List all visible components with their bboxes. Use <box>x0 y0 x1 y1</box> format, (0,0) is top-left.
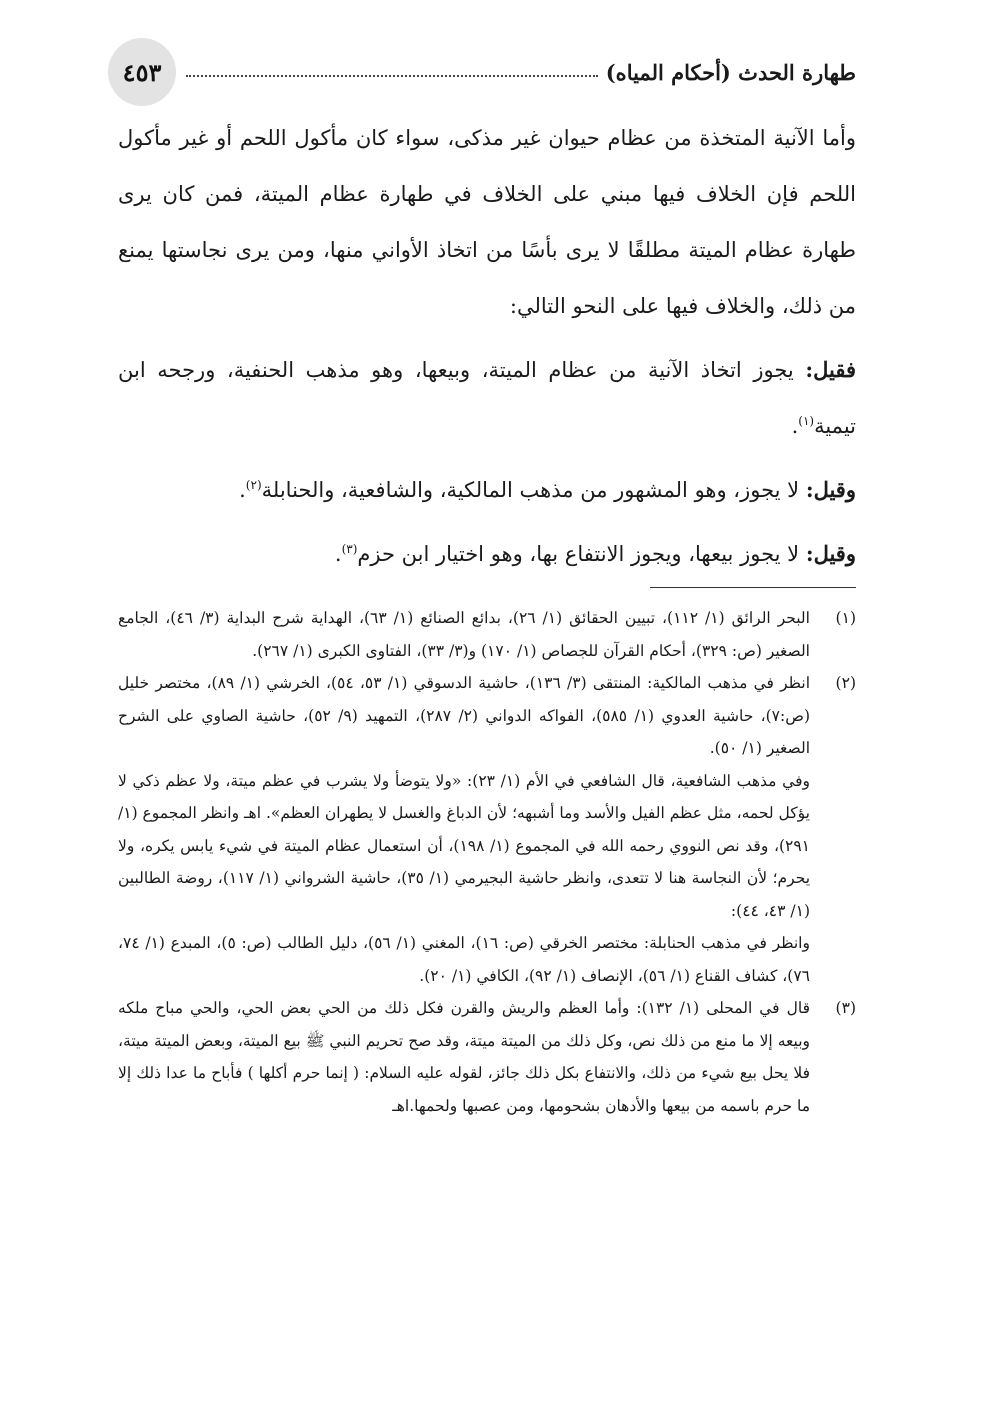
footnote-ref[interactable]: (١) <box>798 414 815 428</box>
running-title <box>186 38 856 106</box>
footnote-2 <box>118 667 856 992</box>
footnote-text: قال في المحلى (١/ ١٣٢): وأما العظم والريش والقرن فكل ذلك من الحي بعض الحي، والحي مباح ملكه وبيعه إلا ما منع من ذلك نص، وكل ذلك من الميتة ميتة، وقد صح تحريم النبي ﷺ بيع الميتة، وبعض الميتة ميتة، فلا يحل بيع شيء من ذلك، والانتفاع بكل ذلك جائز، لقوله عليه السلام: ( إنما حرم أكلها ) فأباح ما عدا ذلك إلا ما حرم باسمه من بيعها والأدهان بشحومها، ومن عصبها ولحمها.اهـ <box>118 999 810 1115</box>
opinion-2 <box>118 462 856 518</box>
footnote-ref[interactable]: (٣) <box>341 542 358 556</box>
opinion-term: وقيل: <box>805 477 856 502</box>
opinion-text: لا يجوز، وهو المشهور من مذهب المالكية، والشافعية، والحنابلة <box>261 478 806 502</box>
footnote-number: (٣) <box>835 999 856 1017</box>
footnote-number: (٢) <box>835 674 856 692</box>
footnote-ref[interactable]: (٢) <box>245 478 262 492</box>
footnote-separator <box>650 587 856 588</box>
footnote-number: (١) <box>835 609 856 627</box>
footnote-text: وفي مذهب الشافعية، قال الشافعي في الأم (١/ ٢٣): «ولا يتوضأ ولا يشرب في عظم ميتة، ولا عظم ذكي لا يؤكل لحمه، مثل عظم الفيل والأسد وما أشبهه؛ لأن الدباغ والغسل لا يطهران العظم». اهـ وانظر المجموع (١/ ٢٩١)، وقد نص النووي رحمه الله في المجموع (١/ ١٩٨)، أن استعمال عظام الميتة في شيء يابس يكره، ولا يحرم؛ لأن النجاسة هنا لا تتعدى، وانظر حاشية البجيرمي (١/ ٣٥)، حاشية الشرواني (١/ ١١٧)، روضة الطالبين (١/ ٤٣، ٤٤): <box>118 771 811 920</box>
footnote-text: البحر الرائق (١/ ١١٢)، تبيين الحقائق (١/ ٢٦)، بدائع الصنائع (١/ ٦٣)، الهداية شرح البداية (٣/ ٤٦)، الجامع الصغير (ص: ٣٢٩)، أحكام القرآن للجصاص (١/ ١٧٠) و(٣/ ٣٣)، الفتاوى الكبرى (١/ ٢٦٧). <box>118 609 810 660</box>
opinion-1 <box>118 342 856 454</box>
page-number: ٤٥٣ <box>108 38 176 106</box>
footnote-3 <box>118 992 856 1122</box>
intro-paragraph: وأما الآنية المتخذة من عظام حيوان غير مذكى، سواء كان مأكول اللحم أو غير مأكول اللحم فإن الخلاف فيها مبني على الخلاف في طهارة عظام الميتة، فمن كان يرى طهارة عظام الميتة مطلقًا لا يرى بأسًا من اتخاذ الأواني منها، ومن يرى نجاستها يمنع من ذلك، والخلاف فيها على النحو التالي: <box>118 126 856 318</box>
opinion-end: . <box>334 542 342 566</box>
opinion-text: لا يجوز بيعها، ويجوز الانتفاع بها، وهو اختيار ابن حزم <box>357 542 806 566</box>
opinion-term: فقيل: <box>805 357 856 382</box>
dotted-leader <box>186 75 598 77</box>
opinion-end: . <box>239 478 246 502</box>
opinion-term: وقيل: <box>805 541 856 566</box>
footnote-1 <box>118 602 856 667</box>
opinion-text: يجوز اتخاذ الآنية من عظام الميتة، وبيعها، وهو مذهب الحنفية، ورجحه ابن تيمية <box>118 358 856 438</box>
opinion-3 <box>118 526 856 582</box>
footnotes <box>118 602 856 1122</box>
footnote-text: وانظر في مذهب الحنابلة: مختصر الخرقي (ص: ١٦)، المغني (١/ ٥٦)، دليل الطالب (ص: ٥)، المبدع (١/ ٧٤، ٧٦)، كشاف القناع (١/ ٥٦)، الإنصاف (١/ ٩٢)، الكافي (١/ ٢٠). <box>118 934 810 985</box>
opinion-end: . <box>791 414 799 438</box>
main-text <box>118 110 856 582</box>
running-title-text: طهارة الحدث (أحكام المياه) <box>605 59 856 85</box>
footnote-text: انظر في مذهب المالكية: المنتقى (٣/ ١٣٦)، حاشية الدسوقي (١/ ٥٣، ٥٤)، الخرشي (١/ ٨٩)، مختصر خليل (ص:٧)، حاشية العدوي (١/ ٥٨٥)، الفواكه الدواني (٢/ ٢٨٧)، التمهيد (٩/ ٥٢)، حاشية الصاوي على الشرح الصغير (١/ ٥٠). <box>118 674 811 757</box>
page-header <box>108 38 856 108</box>
